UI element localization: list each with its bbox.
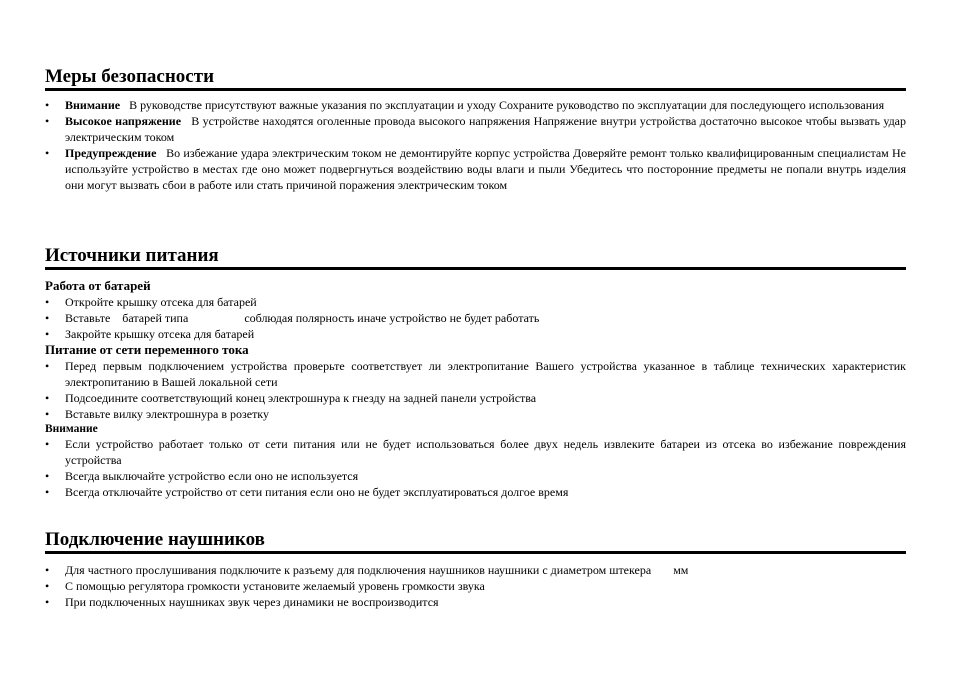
safety-list bbox=[45, 97, 906, 193]
item-text: Всегда отключайте устройство от сети питания если оно не будет эксплуатироваться долгое время bbox=[65, 485, 569, 499]
item-text: Если устройство работает только от сети питания или не будет использоваться более двух недель извлеките батареи из отсека во избежание повреждения устройства bbox=[65, 437, 906, 467]
bullet-icon: • bbox=[45, 114, 50, 128]
list-item bbox=[45, 562, 906, 578]
warning-list bbox=[45, 436, 906, 500]
item-text: С помощью регулятора громкости установите желаемый уровень громкости звука bbox=[65, 579, 485, 593]
list-item bbox=[45, 97, 906, 113]
warning-heading: Внимание bbox=[45, 423, 98, 435]
headphones-section bbox=[45, 529, 906, 610]
list-item bbox=[45, 436, 906, 468]
item-text: Во избежание удара электрическим током не демонтируйте корпус устройства Доверяйте ремонт только квалифицированным специалистам Не используйте устройство в местах где оно может подвергнуться воздействию воды влаги и пыли Убедитесь что посторонние предметы не попали внутрь изделия они могут вызвать сбои в работе или стать причиной поражения электрическим током bbox=[65, 146, 906, 192]
power-section bbox=[45, 245, 906, 500]
item-text: Закройте крышку отсека для батарей bbox=[65, 327, 255, 341]
item-text: В устройстве находятся оголенные провода высокого напряжения Напряжение внутри устройства достаточно высокое чтобы вызвать удар электрическим током bbox=[65, 114, 907, 144]
bullet-icon: • bbox=[45, 327, 50, 341]
item-text: В руководстве присутствуют важные указания по эксплуатации и уходу Сохраните руководство по эксплуатации для последующего использования bbox=[129, 98, 885, 112]
bullet-icon: • bbox=[45, 295, 50, 309]
power-title: Источники питания bbox=[45, 245, 906, 270]
list-item bbox=[45, 578, 906, 594]
bullet-icon: • bbox=[45, 407, 50, 421]
list-item bbox=[45, 113, 906, 145]
bullet-icon: • bbox=[45, 98, 50, 112]
headphones-title: Подключение наушников bbox=[45, 529, 906, 554]
item-text-unit: мм bbox=[673, 563, 689, 577]
list-item bbox=[45, 484, 906, 500]
list-item bbox=[45, 326, 906, 342]
list-item bbox=[45, 145, 906, 193]
bullet-icon: • bbox=[45, 311, 50, 325]
list-item bbox=[45, 594, 906, 610]
list-item bbox=[45, 310, 906, 326]
ac-list bbox=[45, 358, 906, 422]
safety-title: Меры безопасности bbox=[45, 66, 906, 91]
item-text: Вставьте батарей типа bbox=[65, 311, 189, 325]
list-item bbox=[45, 468, 906, 484]
bullet-icon: • bbox=[45, 359, 50, 373]
item-term: Высокое напряжение bbox=[65, 114, 182, 128]
item-text: Откройте крышку отсека для батарей bbox=[65, 295, 257, 309]
battery-list bbox=[45, 294, 906, 342]
bullet-icon: • bbox=[45, 579, 50, 593]
item-term: Внимание bbox=[65, 98, 121, 112]
item-text: Всегда выключайте устройство если оно не используется bbox=[65, 469, 359, 483]
item-text: Подсоедините соответствующий конец электрошнура к гнезду на задней панели устройства bbox=[65, 391, 537, 405]
bullet-icon: • bbox=[45, 437, 50, 451]
list-item bbox=[45, 390, 906, 406]
item-text-cont: соблюдая полярность иначе устройство не будет работать bbox=[244, 311, 540, 325]
ac-heading: Питание от сети переменного тока bbox=[45, 342, 249, 357]
item-text: При подключенных наушниках звук через динамики не воспроизводится bbox=[65, 595, 439, 609]
headphones-list bbox=[45, 562, 906, 610]
battery-heading: Работа от батарей bbox=[45, 278, 151, 293]
bullet-icon: • bbox=[45, 391, 50, 405]
bullet-icon: • bbox=[45, 146, 50, 160]
list-item bbox=[45, 294, 906, 310]
list-item bbox=[45, 358, 906, 390]
bullet-icon: • bbox=[45, 563, 50, 577]
item-text: Перед первым подключением устройства проверьте соответствует ли электропитание Вашего устройства указанное в таблице технических характеристик электропитанию в Вашей локальной сети bbox=[65, 359, 906, 389]
bullet-icon: • bbox=[45, 485, 50, 499]
item-text: Вставьте вилку электрошнура в розетку bbox=[65, 407, 269, 421]
item-term: Предупреждение bbox=[65, 146, 157, 160]
bullet-icon: • bbox=[45, 595, 50, 609]
list-item bbox=[45, 406, 906, 422]
bullet-icon: • bbox=[45, 469, 50, 483]
safety-section bbox=[45, 66, 906, 193]
item-text: Для частного прослушивания подключите к разъему для подключения наушников наушники с диаметром штекера bbox=[65, 563, 652, 577]
